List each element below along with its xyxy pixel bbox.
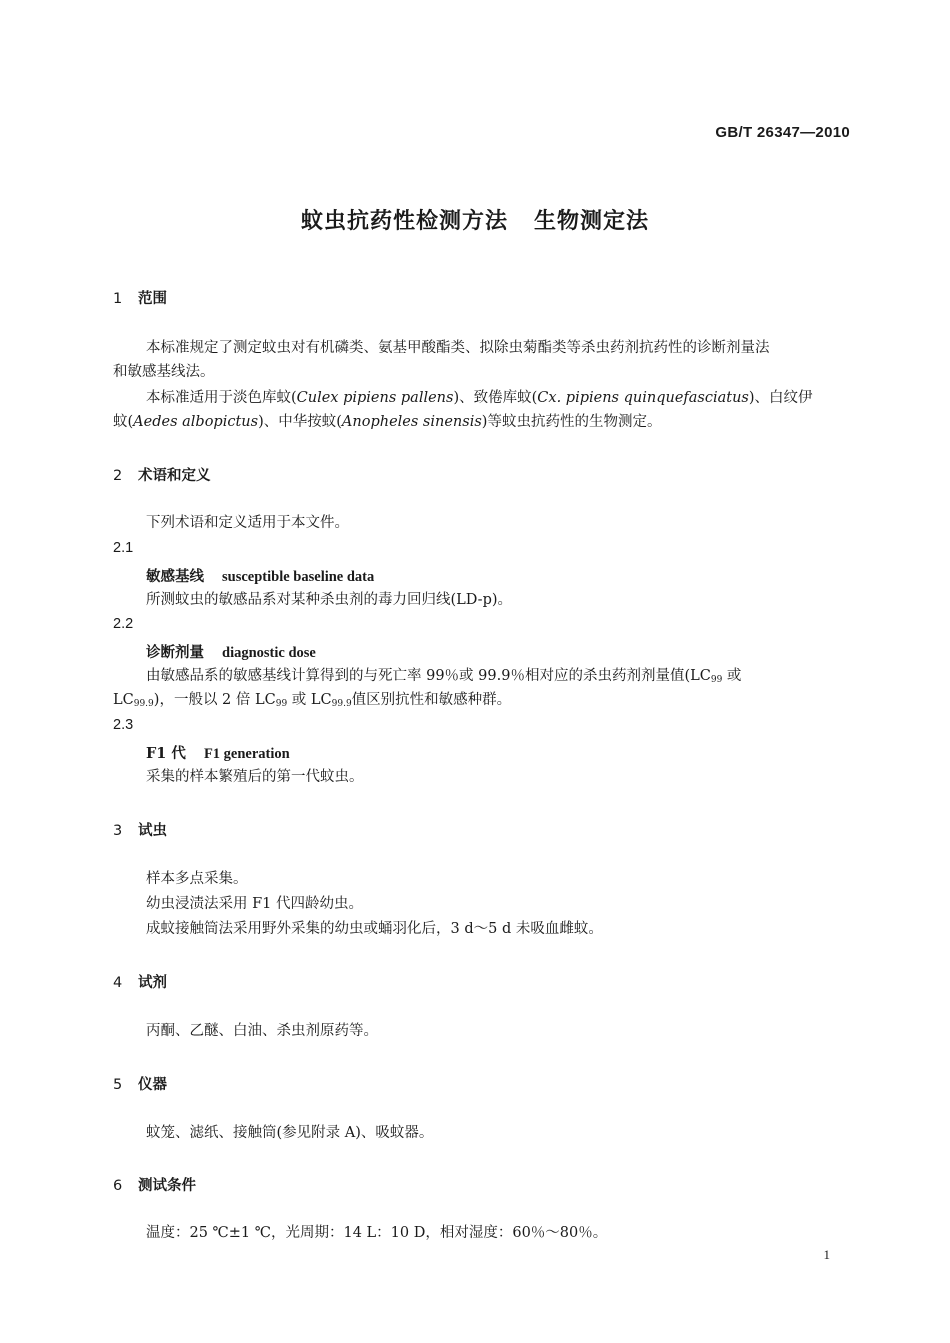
section-heading-1 xyxy=(113,287,167,308)
section-title: 范围 xyxy=(138,291,167,307)
title-part-2: 生物测定法 xyxy=(534,209,650,234)
section-heading-6: 6 测试条件 xyxy=(113,1178,196,1194)
test-insect-line-3: 成蚊接触筒法采用野外采集的幼虫或蛹羽化后，3 d～5 d 未吸血雌蚊。 xyxy=(146,921,603,937)
scope-para-1b: 和敏感基线法。 xyxy=(113,364,215,380)
term-number-2-3: 2.3 xyxy=(113,717,134,733)
term-definition-2-2b: $LC_{99.9}$)，一般以 2 倍 $LC_{99}$ 或 $LC_{99.9}$值区别抗性和敏感种群。 xyxy=(113,692,512,709)
term-definition-2-2a: 由敏感品系的敏感基线计算得到的与死亡率 99％或 99.9％相对应的杀虫药剂剂量值($LC_{99}$ 或 xyxy=(146,668,742,685)
section-heading-5: 5 仪器 xyxy=(113,1077,167,1093)
test-insect-line-1: 样本多点采集。 xyxy=(146,871,248,887)
term-diagnostic-dose: 诊断剂量 diagnostic dose xyxy=(146,644,316,661)
term-susceptible-baseline: 敏感基线 susceptible baseline data xyxy=(146,568,375,585)
reagents-line: 丙酮、乙醚、白油、杀虫剂原药等。 xyxy=(146,1023,378,1039)
scope-para-2b: 蚊(Aedes albopictus)、中华按蚊(Anopheles sinensis)等蚊虫抗药性的生物测定。 xyxy=(113,414,662,430)
title-part-1: 蚊虫抗药性检测方法 xyxy=(300,209,508,234)
section-number: 1 xyxy=(113,291,123,307)
section-heading-2: 2 术语和定义 xyxy=(113,468,211,484)
term-number-2-2: 2.2 xyxy=(113,616,134,632)
term-number-2-1: 2.1 xyxy=(113,540,134,556)
term-definition-2-3: 采集的样本繁殖后的第一代蚊虫。 xyxy=(146,769,364,785)
apparatus-line: 蚊笼、滤纸、接触筒(参见附录 A)、吸蚊器。 xyxy=(146,1125,434,1141)
section-heading-4: 4 试剂 xyxy=(113,975,167,991)
page-number: 1 xyxy=(823,1247,830,1262)
section-heading-3: 3 试虫 xyxy=(113,823,167,839)
terms-intro: 下列术语和定义适用于本文件。 xyxy=(146,515,349,531)
scope-para-2a: 本标准适用于淡色库蚊(Culex pipiens pallens)、致倦库蚊(Cx. pipiens quinquefasciatus)、白纹伊 xyxy=(146,390,813,406)
scope-para-1a: 本标准规定了测定蚊虫对有机磷类、氨基甲酸酯类、拟除虫菊酯类等杀虫药剂抗药性的诊断剂量法 xyxy=(146,340,770,356)
term-f1-generation: F1 代 F1 generation xyxy=(146,745,290,762)
conditions-line: 温度：25 ℃±1 ℃，光周期：14 L：10 D，相对湿度：60％～80％。 xyxy=(146,1225,608,1241)
term-definition-2-1: 所测蚊虫的敏感品系对某种杀虫剂的毒力回归线(LD-p)。 xyxy=(146,592,513,608)
test-insect-line-2: 幼虫浸渍法采用 F1 代四龄幼虫。 xyxy=(146,896,364,912)
page-title xyxy=(0,204,950,235)
standard-number: GB/T 26347—2010 xyxy=(715,124,850,141)
